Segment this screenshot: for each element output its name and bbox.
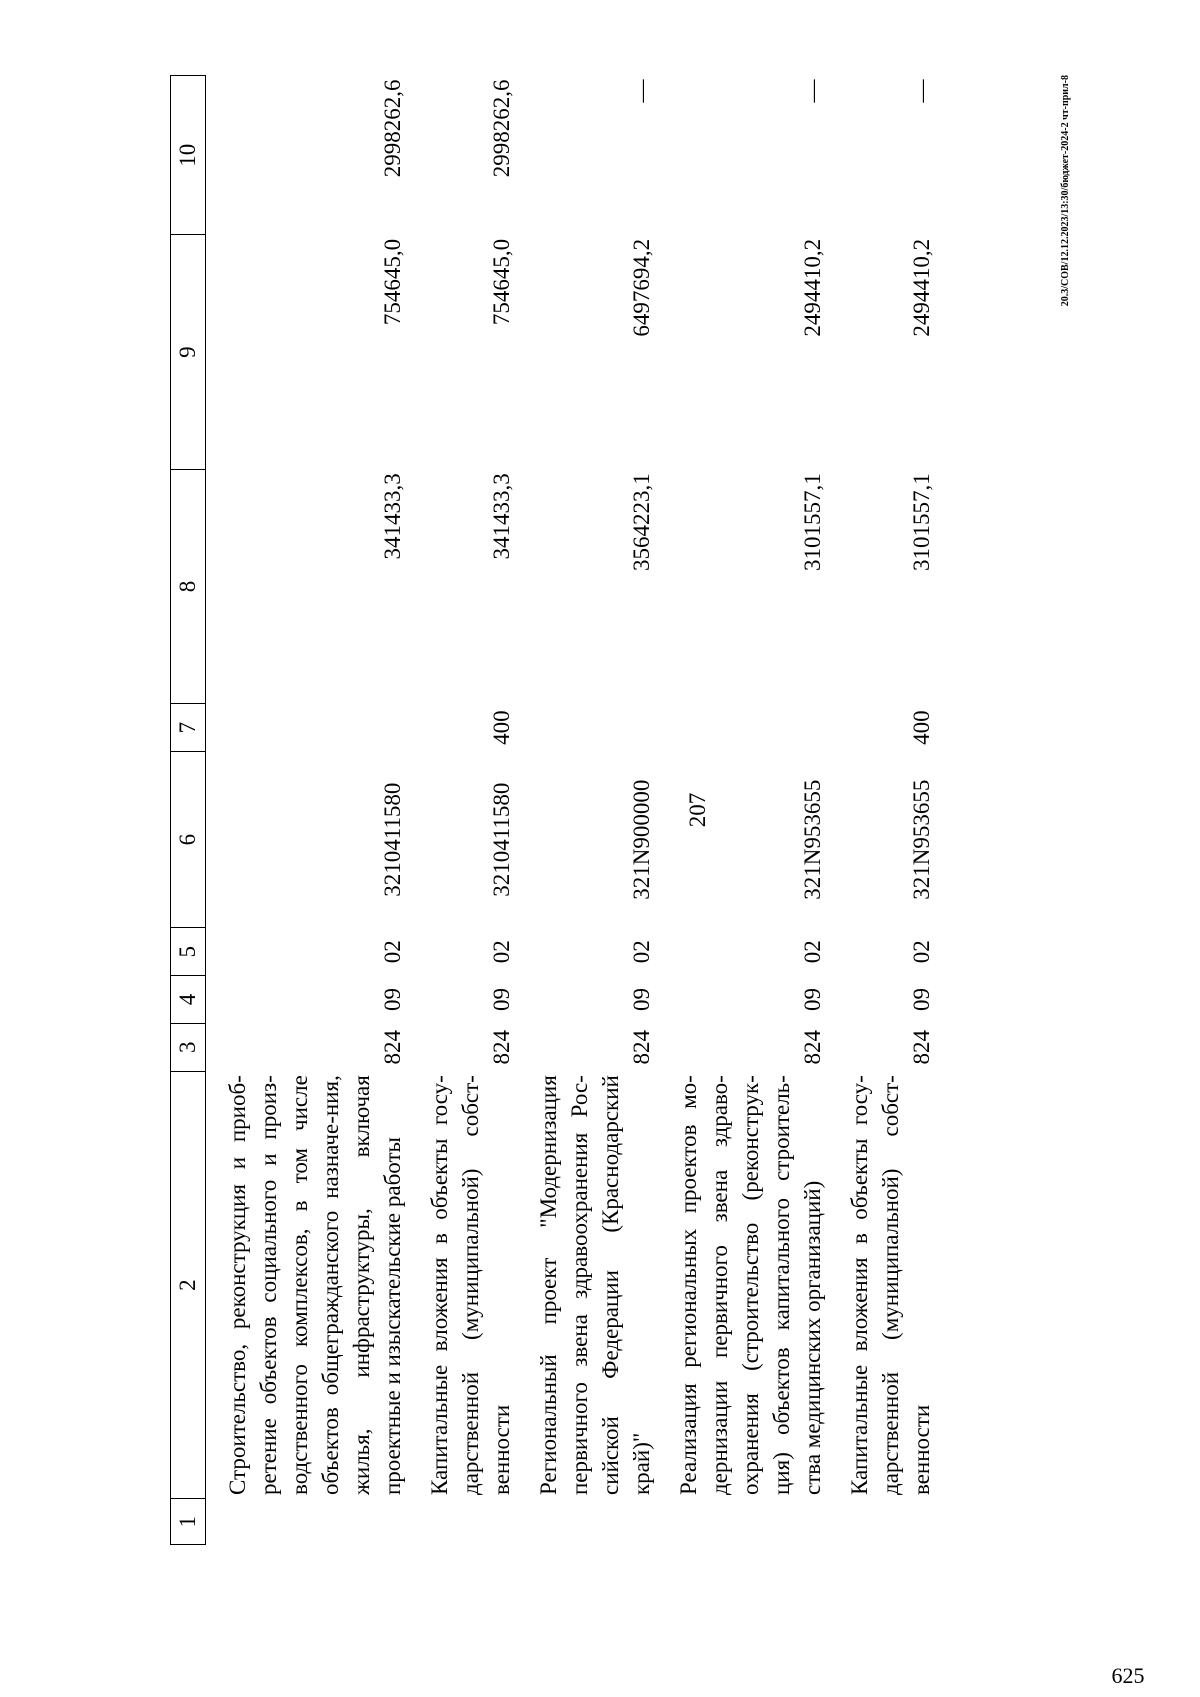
table-row bbox=[408, 76, 517, 1545]
rotated-page-content bbox=[170, 75, 1170, 1545]
table-row bbox=[828, 76, 937, 1545]
sheet-number: 207 bbox=[685, 792, 710, 828]
cell-amount-col8: 341433,3 bbox=[380, 473, 405, 560]
cell-num bbox=[517, 1499, 657, 1545]
cell-target-article: 3210411580 bbox=[380, 782, 405, 897]
header-col-5: 5 bbox=[171, 928, 206, 976]
cell-num bbox=[408, 1499, 517, 1545]
cell-amount-col9: 2494410,2 bbox=[800, 238, 825, 337]
header-col-9: 9 bbox=[171, 235, 206, 469]
cell-expense-type bbox=[657, 704, 828, 752]
cell-subsection: 02 bbox=[629, 940, 654, 964]
table-row bbox=[206, 76, 409, 1545]
cell-expense-type bbox=[517, 704, 657, 752]
header-col-1: 1 bbox=[171, 1499, 206, 1545]
header-col-3: 3 bbox=[171, 1023, 206, 1071]
cell-ministry: 824 bbox=[629, 1030, 654, 1065]
cell-amount-col9: 754645,0 bbox=[380, 238, 405, 326]
cell-amount-col10: 2998262,6 bbox=[489, 79, 514, 178]
cell-amount-col10: — bbox=[800, 79, 825, 103]
cell-ministry: 824 bbox=[800, 1030, 825, 1065]
cell-amount-col8: 3101557,1 bbox=[800, 473, 825, 572]
footer-document-code: 20.3/СОВ/12.12.2023/13:30/бюджет-2024-2 чт-прил-8 bbox=[1060, 75, 1071, 307]
cell-num bbox=[828, 1499, 937, 1545]
budget-table bbox=[170, 75, 937, 1545]
cell-section: 09 bbox=[489, 988, 514, 1011]
cell-amount-col10: — bbox=[629, 79, 654, 103]
cell-subsection: 02 bbox=[380, 940, 405, 964]
cell-expense-type: 400 bbox=[909, 710, 934, 745]
cell-description: Региональный проект "Модернизация первичного звена здравоохранения Рос-сийской Федерации (Краснодарский край)" bbox=[536, 1075, 654, 1495]
cell-ministry: 824 bbox=[489, 1030, 514, 1065]
header-col-8: 8 bbox=[171, 469, 206, 703]
cell-amount-col10: 2998262,6 bbox=[380, 79, 405, 178]
cell-description: Реализация региональных проектов мо-дернизации первичного звена здраво-охранения (строительство (реконструк-ция) объектов капитального строитель-ства медицинских организаций) bbox=[676, 1075, 825, 1495]
header-col-4: 4 bbox=[171, 976, 206, 1024]
cell-description: Капитальные вложения в объекты госу-дарственной (муниципальной) собст-венности bbox=[847, 1075, 934, 1495]
cell-amount-col8: 3101557,1 bbox=[909, 473, 934, 572]
cell-amount-col9: 2494410,2 bbox=[909, 238, 934, 337]
header-col-10: 10 bbox=[171, 76, 206, 235]
cell-description: Строительство, реконструкция и приоб-ретение объектов социального и произ-водственного комплексов, в том числе объектов общегражданского назначе-ния, жилья, инфраструктуры, включая проектные и изыскательские работы bbox=[225, 1075, 405, 1495]
cell-amount-col8: 341433,3 bbox=[489, 473, 514, 560]
cell-subsection: 02 bbox=[909, 940, 934, 964]
header-col-6: 6 bbox=[171, 751, 206, 927]
cell-amount-col10: — bbox=[909, 79, 934, 103]
header-col-7: 7 bbox=[171, 704, 206, 752]
cell-section: 09 bbox=[380, 988, 405, 1011]
header-col-2: 2 bbox=[171, 1071, 206, 1499]
cell-subsection: 02 bbox=[800, 940, 825, 964]
page-number: 625 bbox=[1111, 1663, 1145, 1688]
cell-amount-col9: 754645,0 bbox=[489, 238, 514, 326]
cell-target-article: 321N953655 bbox=[909, 779, 934, 900]
cell-ministry: 824 bbox=[380, 1030, 405, 1065]
cell-description: Капитальные вложения в объекты госу-дарственной (муниципальной) собст-венности bbox=[427, 1075, 514, 1495]
cell-ministry: 824 bbox=[909, 1030, 934, 1065]
cell-target-article: 3210411580 bbox=[489, 782, 514, 897]
header-row bbox=[171, 76, 206, 1545]
cell-amount-col9: 6497694,2 bbox=[629, 238, 654, 337]
cell-section: 09 bbox=[909, 988, 934, 1011]
cell-subsection: 02 bbox=[489, 940, 514, 964]
table-row bbox=[657, 76, 828, 1545]
cell-section: 09 bbox=[629, 988, 654, 1011]
cell-expense-type bbox=[206, 704, 409, 752]
cell-section: 09 bbox=[800, 988, 825, 1011]
cell-target-article: 321N953655 bbox=[800, 779, 825, 900]
cell-amount-col8: 3564223,1 bbox=[629, 473, 654, 572]
cell-target-article: 321N900000 bbox=[629, 779, 654, 900]
cell-num bbox=[657, 1499, 828, 1545]
table-row bbox=[517, 76, 657, 1545]
cell-expense-type: 400 bbox=[489, 710, 514, 745]
cell-num bbox=[206, 1499, 409, 1545]
